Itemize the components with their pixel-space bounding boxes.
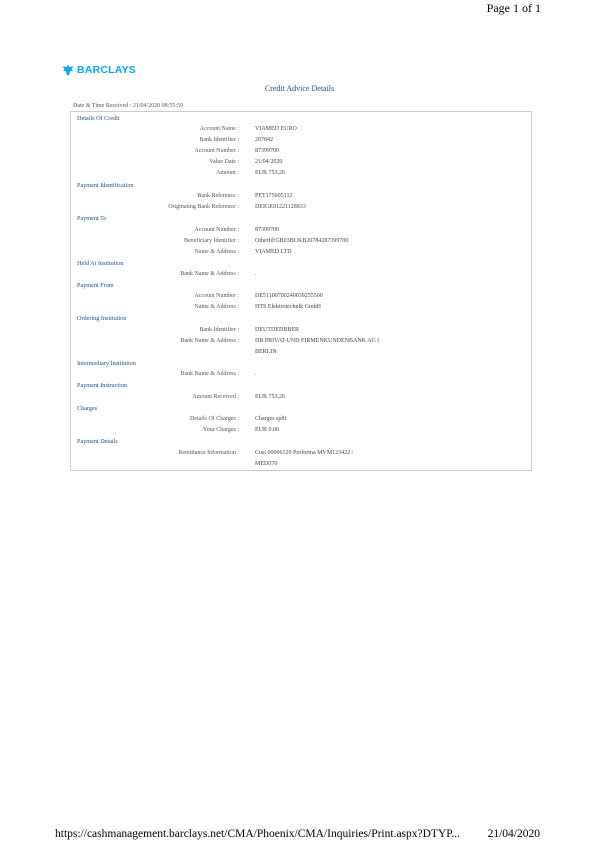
details-of-charges-label: Details Of Charges :: [189, 416, 239, 422]
ordering-bank-name-address-label: Bank Name & Address :: [180, 338, 239, 344]
received-timestamp: Date & Time Received : 21/04/2020 08:55:59: [73, 103, 183, 109]
footer-date: 21/04/2020: [487, 828, 540, 840]
ordering-bank-identifier-value: DEUTDEDBBER: [255, 327, 299, 333]
value-date-value: 21/04/2020: [255, 159, 283, 165]
account-number-label: Account Number :: [194, 148, 239, 154]
payment-from-account-number-value: DE51100700240039255500: [255, 293, 323, 299]
section-intermediary-institution: Intermediary Institution: [77, 360, 136, 367]
amount-received-label: Amount Received :: [192, 394, 239, 400]
payment-to-name-address-value: VIAMED LTD: [255, 249, 292, 255]
section-payment-details: Payment Details: [77, 438, 118, 445]
bank-reference-label: Bank Reference :: [197, 193, 239, 199]
your-charges-value: EUR 0.00: [255, 427, 279, 433]
remittance-line2: MED070: [255, 460, 278, 467]
amount-received-value: EUR 753.26: [255, 394, 285, 400]
your-charges-label: Your Charges :: [203, 427, 239, 433]
section-payment-instruction: Payment Instruction: [77, 382, 128, 389]
account-number-value: 87399700: [255, 148, 279, 154]
ordering-bank-name-address-line2: BERLIN: [255, 348, 277, 355]
footer-url: https://cashmanagement.barclays.net/CMA/Phoenix/CMA/Inquiries/Print.aspx?DTYP...: [55, 828, 461, 840]
bank-identifier-value: 207842: [255, 137, 273, 143]
ordering-bank-name-address-line1: DB PRIVAT-UND FIRMENKUNDENBANK AG (: [255, 338, 380, 344]
remittance-information-label: Remittance Information :: [178, 450, 239, 456]
remittance-information-value: [255, 448, 435, 469]
section-details-of-credit: Details Of Credit: [77, 115, 120, 122]
brand-name: BARCLAYS: [77, 64, 136, 76]
beneficiary-identifier-label: Beneficiary Identifier :: [184, 238, 239, 244]
account-name-label: Account Name :: [199, 126, 239, 132]
page-number: Page 1 of 1: [486, 1, 541, 15]
account-name-value: VIAMED EURO: [255, 126, 297, 132]
payment-from-account-number-label: Account Number :: [194, 293, 239, 299]
originating-reference-value: DEIGE01221128833: [255, 204, 306, 210]
held-bank-name-address-label: Bank Name & Address :: [180, 271, 239, 277]
document-title: Credit Advice Details: [264, 84, 335, 93]
barclays-logo: [62, 64, 136, 76]
value-date-label: Value Date :: [209, 159, 239, 165]
details-of-charges-value: Charges split: [255, 416, 287, 422]
section-payment-identification: Payment Identification: [77, 182, 134, 189]
payment-from-name-address-label: Name & Address :: [194, 304, 239, 310]
payment-to-name-address-label: Name & Address :: [194, 249, 239, 255]
credit-advice-panel: [70, 111, 532, 471]
intermediary-bank-name-address-label: Bank Name & Address :: [180, 371, 239, 377]
payment-to-account-number-label: Account Number :: [194, 227, 239, 233]
section-payment-from: Payment From: [77, 282, 114, 289]
bank-identifier-label: Bank Identifier :: [199, 137, 239, 143]
bank-reference-value: PET175005112: [255, 193, 293, 199]
originating-reference-label: Originating Bank Reference :: [168, 204, 239, 210]
section-payment-to: Payment To: [77, 215, 107, 222]
ordering-bank-identifier-label: Bank Identifier :: [199, 327, 239, 333]
section-ordering-institution: Ordering Institution: [77, 315, 127, 322]
eagle-icon: [62, 65, 74, 76]
remittance-line1: Cust 00006129 Proforma MVM123422 /: [255, 450, 354, 456]
amount-value: EUR 753.26: [255, 170, 285, 176]
payment-to-account-number-value: 87399700: [255, 227, 279, 233]
section-charges: Charges: [77, 405, 98, 412]
section-held-at-institution: Held At Institution: [77, 260, 124, 267]
ordering-bank-name-address-value: [255, 336, 435, 357]
payment-from-name-address-value: HTS Elektrotechnik GmbH: [255, 304, 321, 310]
intermediary-bank-name-address-value: .: [255, 371, 257, 377]
beneficiary-identifier-value: OtherId:GB03BUKB20784287399700: [255, 238, 349, 244]
amount-label: Amount :: [216, 170, 239, 176]
held-bank-name-address-value: .: [255, 271, 257, 277]
